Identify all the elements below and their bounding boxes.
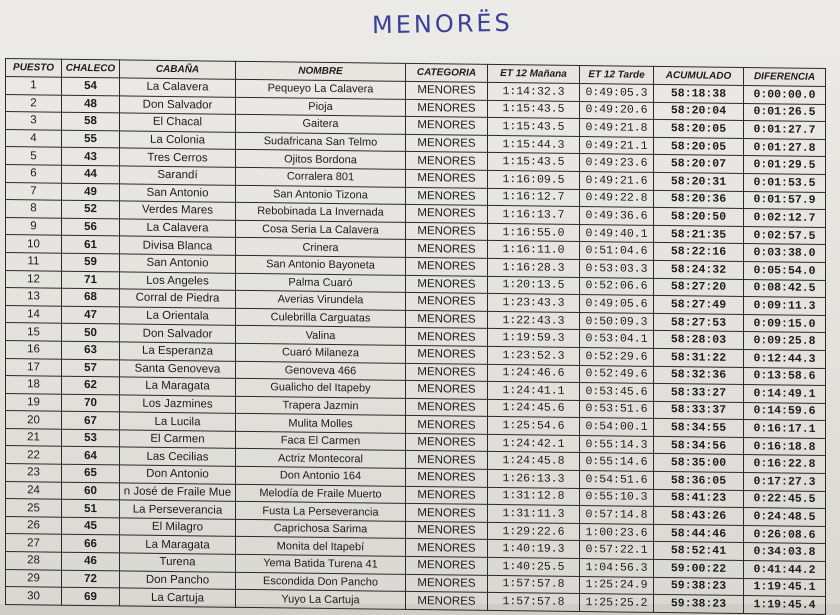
puesto-cell: 3: [6, 112, 62, 130]
et12-manana-cell: 1:25:54.6: [488, 417, 580, 436]
acumulado-cell: 58:20:05: [654, 137, 744, 156]
nombre-cell: Rebobinada La Invernada: [236, 202, 406, 222]
puesto-cell: 27: [6, 534, 62, 552]
puesto-cell: 10: [6, 235, 62, 253]
acumulado-cell: 58:33:27: [654, 384, 744, 403]
categoria-cell: MENORES: [406, 328, 488, 347]
diferencia-cell: 0:13:58.6: [744, 367, 826, 386]
et12-manana-cell: 1:57:57.8: [488, 575, 580, 594]
et12-manana-cell: 1:24:42.1: [488, 434, 580, 453]
et12-tarde-cell: 0:50:09.3: [580, 312, 654, 330]
cabana-cell: Los Jazmines: [120, 395, 236, 414]
chaleco-cell: 48: [62, 95, 120, 113]
nombre-cell: Don Antonio 164: [236, 466, 406, 486]
puesto-cell: 19: [6, 393, 62, 411]
chaleco-cell: 52: [62, 200, 120, 218]
et12-tarde-cell: 1:25:25.2: [580, 594, 654, 612]
diferencia-cell: 0:01:29.5: [744, 156, 826, 175]
et12-tarde-cell: 0:49:05.3: [580, 84, 654, 102]
puesto-cell: 29: [6, 569, 62, 587]
et12-manana-cell: 1:22:43.3: [488, 311, 580, 330]
cabana-cell: Don Antonio: [120, 465, 236, 484]
nombre-cell: Actriz Montecoral: [236, 449, 406, 469]
diferencia-cell: 0:34:03.8: [744, 543, 826, 562]
et12-manana-cell: 1:16:09.5: [488, 170, 580, 189]
puesto-cell: 26: [6, 516, 62, 534]
nombre-cell: Culebrilla Carguatas: [236, 308, 406, 328]
et12-tarde-cell: 0:52:06.6: [580, 277, 654, 295]
et12-tarde-cell: 0:49:40.1: [580, 224, 654, 242]
et12-manana-cell: 1:16:11.0: [488, 241, 580, 260]
puesto-cell: 17: [6, 358, 62, 376]
puesto-cell: 30: [6, 587, 62, 605]
chaleco-cell: 65: [62, 464, 120, 482]
et12-tarde-cell: 0:53:03.3: [580, 259, 654, 277]
cabana-cell: El Chacal: [120, 113, 236, 132]
categoria-cell: MENORES: [406, 433, 488, 452]
et12-manana-cell: 1:20:13.5: [488, 276, 580, 295]
nombre-cell: Gualicho del Itapeby: [236, 378, 406, 398]
categoria-cell: MENORES: [406, 205, 488, 224]
acumulado-cell: 58:28:03: [654, 331, 744, 350]
acumulado-cell: 58:36:05: [654, 471, 744, 490]
et12-manana-cell: 1:24:41.1: [488, 381, 580, 400]
puesto-cell: 5: [6, 147, 62, 165]
nombre-cell: Crinera: [236, 238, 406, 258]
chaleco-cell: 50: [62, 324, 120, 342]
et12-manana-cell: 1:15:43.5: [488, 118, 580, 137]
nombre-cell: Averias Virundela: [236, 290, 406, 310]
et12-tarde-cell: 0:49:22.8: [580, 189, 654, 207]
et12-tarde-cell: 0:52:49.6: [580, 365, 654, 383]
categoria-cell: MENORES: [406, 521, 488, 540]
nombre-cell: Palma Cuaró: [236, 273, 406, 293]
cabana-cell: Corral de Piedra: [120, 289, 236, 308]
col-diferencia-header: DIFERENCIA: [744, 68, 826, 87]
nombre-cell: Cosa Seria La Calavera: [236, 220, 406, 240]
cabana-cell: La Calavera: [120, 219, 236, 238]
diferencia-cell: 0:02:12.7: [744, 209, 826, 228]
et12-manana-cell: 1:26:13.3: [488, 469, 580, 488]
et12-manana-cell: 1:15:44.3: [488, 135, 580, 154]
et12-tarde-cell: 1:04:56.3: [580, 559, 654, 577]
cabana-cell: La Maragata: [120, 377, 236, 396]
chaleco-cell: 63: [62, 341, 120, 359]
chaleco-cell: 64: [62, 447, 120, 465]
chaleco-cell: 58: [62, 112, 120, 130]
et12-manana-cell: 1:40:19.3: [488, 540, 580, 559]
categoria-cell: MENORES: [406, 99, 488, 118]
categoria-cell: MENORES: [406, 310, 488, 329]
diferencia-cell: 0:02:57.5: [744, 226, 826, 245]
nombre-cell: Ojitos Bordona: [236, 150, 406, 170]
et12-tarde-cell: 0:53:45.6: [580, 383, 654, 401]
chaleco-cell: 46: [62, 552, 120, 570]
diferencia-cell: 0:14:59.6: [744, 402, 826, 421]
col-acumulado-header: ACUMULADO: [654, 66, 744, 85]
diferencia-cell: 0:08:42.5: [744, 279, 826, 298]
nombre-cell: Faca El Carmen: [236, 431, 406, 451]
cabana-cell: Divisa Blanca: [120, 236, 236, 255]
cabana-cell: Las Cecilias: [120, 447, 236, 466]
diferencia-cell: 0:24:48.5: [744, 508, 826, 527]
et12-manana-cell: 1:15:43.5: [488, 153, 580, 172]
chaleco-cell: 56: [62, 218, 120, 236]
et12-tarde-cell: 0:53:04.1: [580, 330, 654, 348]
et12-tarde-cell: 0:54:00.1: [580, 418, 654, 436]
nombre-cell: San Antonio Bayoneta: [236, 255, 406, 275]
chaleco-cell: 69: [62, 587, 120, 605]
puesto-cell: 28: [6, 552, 62, 570]
nombre-cell: Pequeyo La Calavera: [236, 79, 406, 99]
et12-tarde-cell: 0:49:21.8: [580, 119, 654, 137]
cabana-cell: La Calavera: [120, 78, 236, 97]
categoria-cell: MENORES: [406, 134, 488, 153]
puesto-cell: 1: [6, 77, 62, 95]
et12-tarde-cell: 0:57:22.1: [580, 541, 654, 559]
acumulado-cell: 58:52:41: [654, 542, 744, 561]
et12-manana-cell: 1:16:12.7: [488, 188, 580, 207]
et12-tarde-cell: 0:55:10.3: [580, 488, 654, 506]
nombre-cell: Monita del Itapebí: [236, 537, 406, 557]
acumulado-cell: 58:20:31: [654, 172, 744, 191]
acumulado-cell: 58:27:53: [654, 313, 744, 332]
et12-manana-cell: 1:19:59.3: [488, 329, 580, 348]
et12-tarde-cell: 0:49:20.6: [580, 101, 654, 119]
categoria-cell: MENORES: [406, 363, 488, 382]
acumulado-cell: 58:27:49: [654, 296, 744, 315]
chaleco-cell: 68: [62, 288, 120, 306]
acumulado-cell: 59:38:23: [654, 595, 744, 614]
chaleco-cell: 54: [62, 77, 120, 95]
results-table: [5, 58, 826, 615]
et12-manana-cell: 1:57:57.8: [488, 593, 580, 612]
puesto-cell: 12: [6, 270, 62, 288]
nombre-cell: San Antonio Tizona: [236, 185, 406, 205]
nombre-cell: Corralera 801: [236, 167, 406, 187]
categoria-cell: MENORES: [406, 556, 488, 575]
et12-manana-cell: 1:24:46.6: [488, 364, 580, 383]
cabana-cell: Don Salvador: [120, 95, 236, 114]
et12-manana-cell: 1:15:43.5: [488, 100, 580, 119]
col-categoria-header: CATEGORIA: [406, 63, 488, 82]
diferencia-cell: 0:01:27.7: [744, 121, 826, 140]
nombre-cell: Valina: [236, 326, 406, 346]
diferencia-cell: 0:09:15.0: [744, 314, 826, 333]
diferencia-cell: 0:09:25.8: [744, 332, 826, 351]
acumulado-cell: 58:21:35: [654, 225, 744, 244]
chaleco-cell: 72: [62, 570, 120, 588]
chaleco-cell: 47: [62, 306, 120, 324]
cabana-cell: Turena: [120, 553, 236, 572]
et12-manana-cell: 1:24:45.6: [488, 399, 580, 418]
acumulado-cell: 58:44:46: [654, 524, 744, 543]
puesto-cell: 8: [6, 200, 62, 218]
diferencia-cell: 0:16:17.1: [744, 420, 826, 439]
diferencia-cell: 0:16:18.8: [744, 437, 826, 456]
acumulado-cell: 58:24:32: [654, 260, 744, 279]
acumulado-cell: 58:43:26: [654, 507, 744, 526]
diferencia-cell: 1:19:45.1: [744, 578, 826, 597]
col-et12-tarde-header: ET 12 Tarde: [580, 66, 654, 85]
puesto-cell: 9: [6, 217, 62, 235]
categoria-cell: MENORES: [406, 574, 488, 593]
cabana-cell: La Lucila: [120, 412, 236, 431]
cabana-cell: La Perseverancia: [120, 500, 236, 519]
acumulado-cell: 58:31:22: [654, 348, 744, 367]
nombre-cell: Cuaró Milaneza: [236, 343, 406, 363]
chaleco-cell: 61: [62, 236, 120, 254]
acumulado-cell: 58:20:50: [654, 208, 744, 227]
chaleco-cell: 53: [62, 429, 120, 447]
puesto-cell: 25: [6, 499, 62, 517]
cabana-cell: Los Angeles: [120, 271, 236, 290]
et12-tarde-cell: 1:25:24.9: [580, 576, 654, 594]
et12-tarde-cell: 0:49:23.6: [580, 154, 654, 172]
diferencia-cell: 0:03:38.0: [744, 244, 826, 263]
puesto-cell: 21: [6, 428, 62, 446]
cabana-cell: San Antonio: [120, 254, 236, 273]
et12-manana-cell: 1:23:43.3: [488, 294, 580, 313]
categoria-cell: MENORES: [406, 398, 488, 417]
acumulado-cell: 58:20:07: [654, 155, 744, 174]
nombre-cell: Yuyo La Cartuja: [236, 590, 406, 610]
chaleco-cell: 57: [62, 359, 120, 377]
diferencia-cell: 0:01:26.5: [744, 103, 826, 122]
diferencia-cell: 0:09:11.3: [744, 297, 826, 316]
et12-manana-cell: 1:31:11.3: [488, 505, 580, 524]
et12-tarde-cell: 0:52:29.6: [580, 347, 654, 365]
nombre-cell: Melodía de Fraile Muerto: [236, 484, 406, 504]
puesto-cell: 2: [6, 94, 62, 112]
et12-manana-cell: 1:14:32.3: [488, 82, 580, 101]
et12-tarde-cell: 0:55:14.3: [580, 435, 654, 453]
table-body: [6, 77, 826, 615]
categoria-cell: MENORES: [406, 222, 488, 241]
categoria-cell: MENORES: [406, 380, 488, 399]
acumulado-cell: 58:20:04: [654, 102, 744, 121]
nombre-cell: Genoveva 466: [236, 361, 406, 381]
et12-manana-cell: 1:40:25.5: [488, 557, 580, 576]
diferencia-cell: 0:14:49.1: [744, 385, 826, 404]
puesto-cell: 22: [6, 446, 62, 464]
diferencia-cell: 0:05:54.0: [744, 261, 826, 280]
chaleco-cell: 66: [62, 535, 120, 553]
cabana-cell: Tres Cerros: [120, 148, 236, 167]
categoria-cell: MENORES: [406, 293, 488, 312]
categoria-cell: MENORES: [406, 486, 488, 505]
categoria-cell: MENORES: [406, 152, 488, 171]
cabana-cell: La Colonia: [120, 131, 236, 150]
et12-manana-cell: 1:16:55.0: [488, 223, 580, 242]
diferencia-cell: 0:12:44.3: [744, 349, 826, 368]
nombre-cell: Sudafricana San Telmo: [236, 132, 406, 152]
puesto-cell: 6: [6, 164, 62, 182]
chaleco-cell: 59: [62, 253, 120, 271]
acumulado-cell: 58:18:38: [654, 84, 744, 103]
col-chaleco-header: CHALECO: [62, 59, 120, 78]
categoria-cell: MENORES: [406, 416, 488, 435]
cabana-cell: El Carmen: [120, 430, 236, 449]
chaleco-cell: 60: [62, 482, 120, 500]
categoria-cell: MENORES: [406, 257, 488, 276]
et12-tarde-cell: 0:54:51.6: [580, 471, 654, 489]
diferencia-cell: 0:26:08.6: [744, 525, 826, 544]
categoria-cell: MENORES: [406, 451, 488, 470]
puesto-cell: 18: [6, 376, 62, 394]
acumulado-cell: 59:38:23: [654, 577, 744, 596]
acumulado-cell: 58:35:00: [654, 454, 744, 473]
et12-tarde-cell: 0:49:21.1: [580, 136, 654, 154]
nombre-cell: Mulita Molles: [236, 414, 406, 434]
handwritten-title: MENORЁS: [371, 8, 514, 40]
categoria-cell: MENORES: [406, 187, 488, 206]
chaleco-cell: 55: [62, 130, 120, 148]
puesto-cell: 24: [6, 481, 62, 499]
puesto-cell: 16: [6, 340, 62, 358]
et12-tarde-cell: 0:57:14.8: [580, 506, 654, 524]
puesto-cell: 20: [6, 411, 62, 429]
categoria-cell: MENORES: [406, 81, 488, 100]
acumulado-cell: 58:27:20: [654, 278, 744, 297]
et12-tarde-cell: 0:53:51.6: [580, 400, 654, 418]
cabana-cell: Sarandí: [120, 166, 236, 185]
categoria-cell: MENORES: [406, 117, 488, 136]
et12-tarde-cell: 0:49:21.6: [580, 171, 654, 189]
et12-tarde-cell: 1:00:23.6: [580, 523, 654, 541]
categoria-cell: MENORES: [406, 345, 488, 364]
diferencia-cell: 0:17:27.3: [744, 473, 826, 492]
chaleco-cell: 49: [62, 183, 120, 201]
nombre-cell: Pioja: [236, 97, 406, 117]
chaleco-cell: 45: [62, 517, 120, 535]
nombre-cell: Gaitera: [236, 115, 406, 135]
acumulado-cell: 58:32:36: [654, 366, 744, 385]
cabana-cell: El Milagro: [120, 518, 236, 537]
nombre-cell: Trapera Jazmin: [236, 396, 406, 416]
categoria-cell: MENORES: [406, 468, 488, 487]
diferencia-cell: 0:01:27.8: [744, 138, 826, 157]
acumulado-cell: 58:33:37: [654, 401, 744, 420]
puesto-cell: 13: [6, 288, 62, 306]
acumulado-cell: 58:41:23: [654, 489, 744, 508]
chaleco-cell: 44: [62, 165, 120, 183]
acumulado-cell: 58:34:55: [654, 419, 744, 438]
categoria-cell: MENORES: [406, 275, 488, 294]
acumulado-cell: 58:22:16: [654, 243, 744, 262]
cabana-cell: n José de Fraile Mue: [120, 483, 236, 502]
et12-tarde-cell: 0:49:36.6: [580, 207, 654, 225]
cabana-cell: La Cartuja: [120, 588, 236, 607]
diferencia-cell: 0:22:45.5: [744, 490, 826, 509]
acumulado-cell: 59:00:22: [654, 559, 744, 578]
categoria-cell: MENORES: [406, 592, 488, 611]
diferencia-cell: 0:16:22.8: [744, 455, 826, 474]
nombre-cell: Escondida Don Pancho: [236, 572, 406, 592]
chaleco-cell: 43: [62, 148, 120, 166]
et12-manana-cell: 1:31:12.8: [488, 487, 580, 506]
categoria-cell: MENORES: [406, 539, 488, 558]
puesto-cell: 23: [6, 464, 62, 482]
et12-tarde-cell: 0:49:05.6: [580, 295, 654, 313]
diferencia-cell: 0:01:53.5: [744, 173, 826, 192]
diferencia-cell: 0:41:44.2: [744, 561, 826, 580]
diferencia-cell: 1:19:45.4: [744, 596, 826, 615]
nombre-cell: Caprichosa Sarima: [236, 519, 406, 539]
puesto-cell: 15: [6, 323, 62, 341]
chaleco-cell: 67: [62, 411, 120, 429]
et12-tarde-cell: 0:55:14.6: [580, 453, 654, 471]
col-nombre-header: NOMBRE: [236, 61, 406, 81]
cabana-cell: La Esperanza: [120, 342, 236, 361]
puesto-cell: 4: [6, 129, 62, 147]
categoria-cell: MENORES: [406, 240, 488, 259]
nombre-cell: Fusta La Perseverancia: [236, 502, 406, 522]
chaleco-cell: 70: [62, 394, 120, 412]
cabana-cell: Don Salvador: [120, 324, 236, 343]
acumulado-cell: 58:20:05: [654, 120, 744, 139]
et12-manana-cell: 1:16:28.3: [488, 258, 580, 277]
et12-manana-cell: 1:24:45.8: [488, 452, 580, 471]
cabana-cell: San Antonio: [120, 183, 236, 202]
nombre-cell: Yema Batida Turena 41: [236, 554, 406, 574]
col-puesto-header: PUESTO: [6, 59, 62, 78]
et12-manana-cell: 1:16:13.7: [488, 206, 580, 225]
et12-tarde-cell: 0:51:04.6: [580, 242, 654, 260]
cabana-cell: La Orientala: [120, 307, 236, 326]
categoria-cell: MENORES: [406, 504, 488, 523]
puesto-cell: 7: [6, 182, 62, 200]
diferencia-cell: 0:00:00.0: [744, 86, 826, 105]
puesto-cell: 14: [6, 305, 62, 323]
chaleco-cell: 51: [62, 499, 120, 517]
categoria-cell: MENORES: [406, 169, 488, 188]
acumulado-cell: 58:20:36: [654, 190, 744, 209]
col-cabana-header: CABAÑA: [120, 60, 236, 79]
acumulado-cell: 58:34:56: [654, 436, 744, 455]
diferencia-cell: 0:01:57.9: [744, 191, 826, 210]
chaleco-cell: 62: [62, 376, 120, 394]
cabana-cell: Verdes Mares: [120, 201, 236, 220]
et12-manana-cell: 1:23:52.3: [488, 346, 580, 365]
cabana-cell: Santa Genoveva: [120, 359, 236, 378]
cabana-cell: La Maragata: [120, 535, 236, 554]
puesto-cell: 11: [6, 252, 62, 270]
col-et12-manana-header: ET 12 Mañana: [488, 64, 580, 83]
et12-manana-cell: 1:29:22.6: [488, 522, 580, 541]
chaleco-cell: 71: [62, 271, 120, 289]
cabana-cell: Don Pancho: [120, 571, 236, 590]
